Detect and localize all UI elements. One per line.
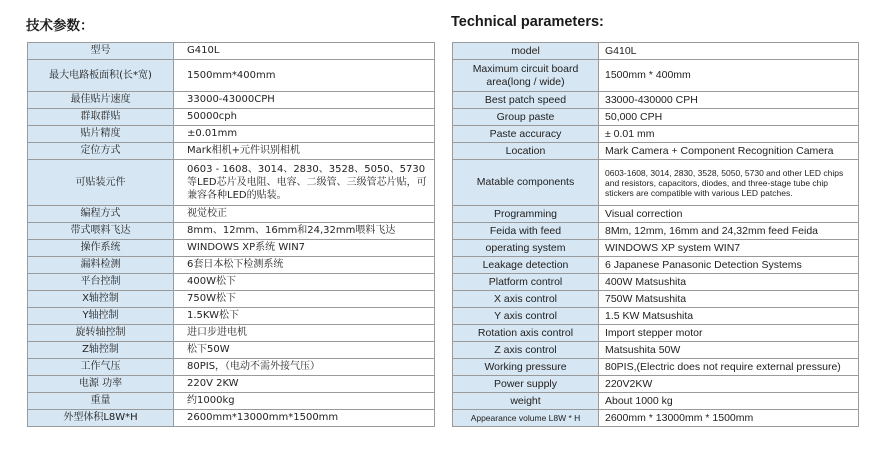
spec-label: Best patch speed <box>453 92 599 109</box>
spec-label: 外型体积L8W*H <box>28 410 174 427</box>
spec-row <box>453 325 859 342</box>
spec-row <box>28 342 435 359</box>
spec-value: 6 Japanese Panasonic Detection Systems <box>599 257 859 274</box>
spec-value: 1500mm*400mm <box>174 60 435 92</box>
spec-row <box>453 206 859 223</box>
spec-row <box>453 410 859 427</box>
spec-label: weight <box>453 393 599 410</box>
spec-value: 220V2KW <box>599 376 859 393</box>
spec-value: WINDOWS XP系统 WIN7 <box>174 240 435 257</box>
spec-label: model <box>453 43 599 60</box>
spec-value: 750W松下 <box>174 291 435 308</box>
spec-label: Matable components <box>453 160 599 206</box>
spec-label: 带式喂料飞达 <box>28 223 174 240</box>
spec-value: 1.5 KW Matsushita <box>599 308 859 325</box>
spec-row <box>28 92 435 109</box>
spec-row <box>453 109 859 126</box>
spec-row <box>453 359 859 376</box>
cn-section-heading: 技术参数： <box>26 18 94 34</box>
spec-row <box>28 308 435 325</box>
spec-label: Programming <box>453 206 599 223</box>
spec-row <box>28 274 435 291</box>
en-section-heading: Technical parameters: <box>451 14 604 30</box>
spec-label: Paste accuracy <box>453 126 599 143</box>
spec-label: operating system <box>453 240 599 257</box>
spec-row <box>453 126 859 143</box>
spec-row <box>28 43 435 60</box>
spec-value: 750W Matsushita <box>599 291 859 308</box>
spec-row <box>28 257 435 274</box>
spec-row <box>453 376 859 393</box>
spec-label: 定位方式 <box>28 143 174 160</box>
spec-row <box>28 410 435 427</box>
spec-label: Location <box>453 143 599 160</box>
spec-value: 80PIS,(Electric does not require external pressure) <box>599 359 859 376</box>
spec-row <box>28 223 435 240</box>
spec-row <box>453 257 859 274</box>
spec-row <box>28 160 435 206</box>
spec-row <box>453 143 859 160</box>
spec-value: 50000cph <box>174 109 435 126</box>
spec-value: Mark相机+元件识别相机 <box>174 143 435 160</box>
spec-label: Leakage detection <box>453 257 599 274</box>
spec-label: X轴控制 <box>28 291 174 308</box>
spec-label: 工作气压 <box>28 359 174 376</box>
spec-value: 33000-43000CPH <box>174 92 435 109</box>
spec-row <box>453 60 859 92</box>
spec-label: Appearance volume L8W * H <box>453 410 599 427</box>
spec-value: 0603 - 1608、3014、2830、3528、5050、5730等LED芯片及电阻、电容、二级管、三级管芯片贴，可兼容各种LED的贴装。 <box>174 160 435 206</box>
spec-label: 漏料检测 <box>28 257 174 274</box>
en-spec-table <box>452 42 859 427</box>
spec-row <box>453 342 859 359</box>
spec-value: 6套日本松下检测系统 <box>174 257 435 274</box>
spec-row <box>453 43 859 60</box>
spec-value: WINDOWS XP system WIN7 <box>599 240 859 257</box>
spec-row <box>453 274 859 291</box>
spec-value: 2600mm * 13000mm * 1500mm <box>599 410 859 427</box>
spec-row <box>28 109 435 126</box>
spec-label: Maximum circuit board area(long / wide) <box>453 60 599 92</box>
spec-row <box>453 291 859 308</box>
spec-value: 400W Matsushita <box>599 274 859 291</box>
spec-label: 最大电路板面积(长*宽) <box>28 60 174 92</box>
spec-row <box>28 60 435 92</box>
spec-value: 220V 2KW <box>174 376 435 393</box>
spec-row <box>28 393 435 410</box>
spec-label: 旋转轴控制 <box>28 325 174 342</box>
spec-value: 2600mm*13000mm*1500mm <box>174 410 435 427</box>
spec-value: 33000-430000 CPH <box>599 92 859 109</box>
spec-value: About 1000 kg <box>599 393 859 410</box>
spec-label: X axis control <box>453 291 599 308</box>
spec-value: Visual correction <box>599 206 859 223</box>
spec-value: ± 0.01 mm <box>599 126 859 143</box>
spec-row <box>28 126 435 143</box>
spec-value: 8mm、12mm、16mm和24,32mm喂料飞达 <box>174 223 435 240</box>
spec-label: 电源 功率 <box>28 376 174 393</box>
spec-row <box>453 240 859 257</box>
spec-label: 平台控制 <box>28 274 174 291</box>
spec-row <box>28 206 435 223</box>
spec-value: Matsushita 50W <box>599 342 859 359</box>
spec-row <box>28 359 435 376</box>
spec-label: Z轴控制 <box>28 342 174 359</box>
spec-row <box>28 291 435 308</box>
spec-row <box>453 223 859 240</box>
spec-row <box>453 92 859 109</box>
spec-value: Import stepper motor <box>599 325 859 342</box>
spec-row <box>28 376 435 393</box>
spec-value: 8Mm, 12mm, 16mm and 24,32mm feed Feida <box>599 223 859 240</box>
spec-label: 可贴装元件 <box>28 160 174 206</box>
spec-label: Group paste <box>453 109 599 126</box>
spec-label: 群取群贴 <box>28 109 174 126</box>
spec-value: 50,000 CPH <box>599 109 859 126</box>
spec-label: Z axis control <box>453 342 599 359</box>
spec-value: 400W松下 <box>174 274 435 291</box>
spec-value: 1.5KW松下 <box>174 308 435 325</box>
spec-value: 1500mm * 400mm <box>599 60 859 92</box>
spec-row <box>28 143 435 160</box>
spec-value: G410L <box>174 43 435 60</box>
spec-row <box>28 325 435 342</box>
spec-value: 80PIS，（电动不需外接气压） <box>174 359 435 376</box>
spec-label: 型号 <box>28 43 174 60</box>
spec-label: 重量 <box>28 393 174 410</box>
spec-label: Power supply <box>453 376 599 393</box>
spec-row <box>453 308 859 325</box>
spec-value: 0603-1608, 3014, 2830, 3528, 5050, 5730 and other LED chips and resistors, capacitors, diodes, and three-stage tube chip stickers are compatible with various LED patches. <box>599 160 859 206</box>
spec-value: Mark Camera + Component Recognition Camera <box>599 143 859 160</box>
spec-value: 进口步进电机 <box>174 325 435 342</box>
spec-label: 最佳贴片速度 <box>28 92 174 109</box>
spec-row <box>453 393 859 410</box>
spec-value: 松下50W <box>174 342 435 359</box>
spec-label: Y axis control <box>453 308 599 325</box>
spec-value: 视觉校正 <box>174 206 435 223</box>
spec-row <box>453 160 859 206</box>
spec-value: 约1000kg <box>174 393 435 410</box>
spec-value: ±0.01mm <box>174 126 435 143</box>
spec-label: 贴片精度 <box>28 126 174 143</box>
spec-label: Platform control <box>453 274 599 291</box>
spec-row <box>28 240 435 257</box>
spec-label: 操作系统 <box>28 240 174 257</box>
spec-label: Rotation axis control <box>453 325 599 342</box>
spec-label: 编程方式 <box>28 206 174 223</box>
spec-label: Feida with feed <box>453 223 599 240</box>
cn-spec-table <box>27 42 435 427</box>
spec-value: G410L <box>599 43 859 60</box>
spec-label: Y轴控制 <box>28 308 174 325</box>
spec-label: Working pressure <box>453 359 599 376</box>
